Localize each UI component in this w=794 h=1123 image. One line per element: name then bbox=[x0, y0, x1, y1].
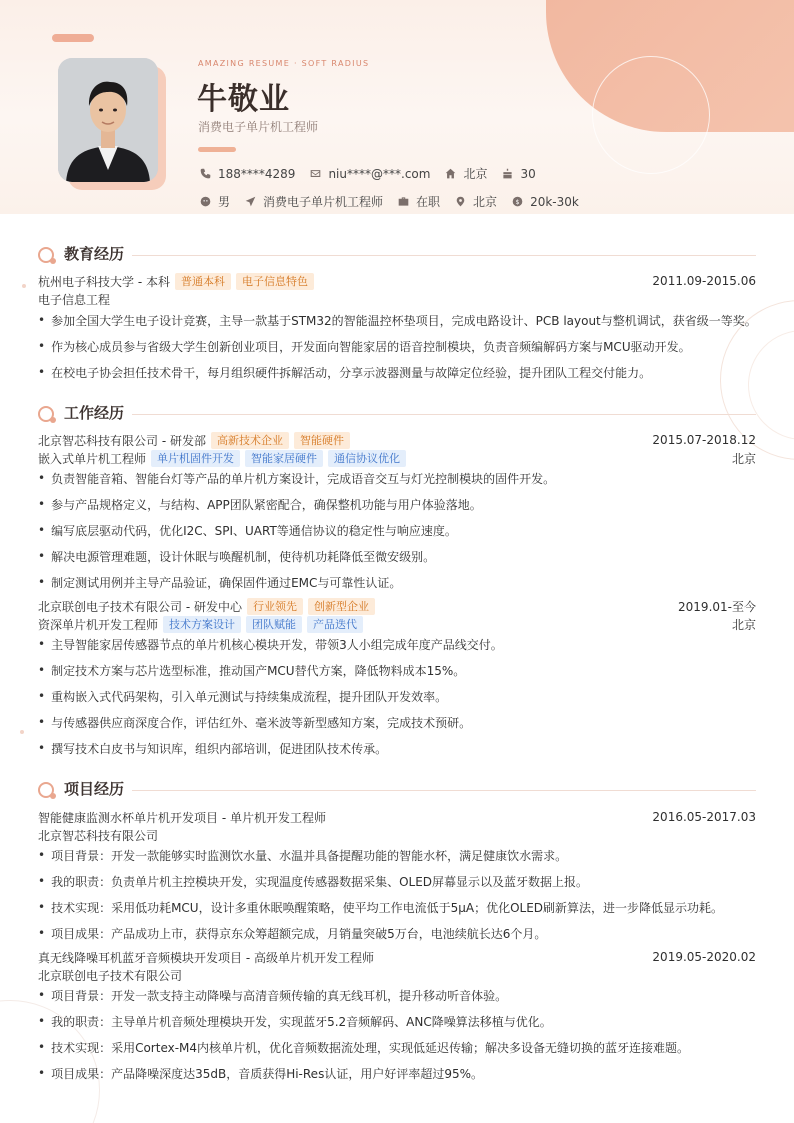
education-period: 2011.09-2015.06 bbox=[652, 274, 756, 288]
project-title-row: 智能健康监测水杯单片机开发项目 - 单片机开发工程师 2016.05-2017.03 bbox=[38, 810, 756, 825]
location-icon bbox=[453, 195, 467, 209]
list-item: • 制定测试用例并主导产品验证，确保固件通过EMC与可靠性认证。 bbox=[38, 573, 756, 591]
school-tag: 普通本科 bbox=[175, 273, 231, 290]
list-item: • 解决电源管理难题，设计休眠与唤醒机制，使待机功耗降低至微安级别。 bbox=[38, 547, 756, 565]
list-item: • 制定技术方案与芯片选型标准，推动国产MCU替代方案，降低物料成本15%。 bbox=[38, 661, 756, 679]
mail-icon bbox=[308, 167, 322, 181]
project-company: 北京联创电子技术有限公司 bbox=[38, 968, 183, 983]
search-icon bbox=[38, 247, 54, 263]
company-tag: 高新技术企业 bbox=[211, 432, 289, 449]
avatar-portrait bbox=[58, 58, 158, 182]
list-item: • 我的职责：主导单片机音频处理模块开发，实现蓝牙5.2音频解码、ANC降噪算法移植与优化。 bbox=[38, 1012, 756, 1030]
role-tag: 产品迭代 bbox=[307, 616, 363, 633]
list-item: • 与传感器供应商深度合作，评估红外、毫米波等新型感知方案，完成技术预研。 bbox=[38, 713, 756, 731]
role-tag: 单片机固件开发 bbox=[151, 450, 240, 467]
info-job-target: 消费电子单片机工程师 bbox=[243, 193, 383, 210]
list-item: • 技术实现：采用低功耗MCU，设计多重休眠唤醒策略，使平均工作电流低于5μA；优化OLED刷新算法，进一步降低显示功耗。 bbox=[38, 898, 756, 916]
title-accent-bar bbox=[198, 147, 236, 152]
project-period: 2019.05-2020.02 bbox=[652, 950, 756, 964]
list-item: • 项目成果：产品成功上市，获得京东众筹超额完成，月销量突破5万台，电池续航长达6个月。 bbox=[38, 924, 756, 942]
info-hometown: 北京 bbox=[443, 165, 487, 182]
list-item: • 参加全国大学生电子设计竞赛，主导一款基于STM32的智能温控杯垫项目，完成电路设计、PCB layout与整机调试，获省级一等奖。 bbox=[38, 311, 756, 329]
list-item: • 我的职责：负责单片机主控模块开发，实现温度传感器数据采集、OLED屏幕显示以及蓝牙数据上报。 bbox=[38, 872, 756, 890]
work-company-row: 北京智芯科技有限公司 - 研发部 高新技术企业 智能硬件 2015.07-2018.12 bbox=[38, 433, 756, 448]
section-header-education: 教育经历 bbox=[38, 243, 756, 265]
decoration-dot bbox=[22, 284, 26, 288]
info-location: 北京 bbox=[453, 193, 497, 210]
project-company: 北京智芯科技有限公司 bbox=[38, 828, 159, 843]
money-icon bbox=[510, 195, 524, 209]
info-phone: 188****4289 bbox=[198, 167, 295, 181]
search-icon bbox=[38, 782, 54, 798]
info-gender: 男 bbox=[198, 193, 230, 210]
header-decoration-ring bbox=[592, 56, 710, 174]
info-age: 30 bbox=[500, 167, 535, 181]
list-item: • 项目背景：开发一款支持主动降噪与高清音频传输的真无线耳机，提升移动听音体验。 bbox=[38, 986, 756, 1004]
list-item: • 主导智能家居传感器节点的单片机核心模块开发，带领3人小组完成年度产品线交付。 bbox=[38, 635, 756, 653]
role-tag: 团队赋能 bbox=[246, 616, 302, 633]
avatar bbox=[58, 58, 158, 182]
list-item: • 技术实现：采用Cortex-M4内核单片机，优化音频数据流处理，实现低延迟传输；解决多设备无缝切换的蓝牙连接难题。 bbox=[38, 1038, 756, 1056]
list-item: • 作为核心成员参与省级大学生创新创业项目，开发面向智能家居的语音控制模块，负责音频编解码方案与MCU驱动开发。 bbox=[38, 337, 756, 355]
role-tag: 通信协议优化 bbox=[328, 450, 406, 467]
list-item: • 负责智能音箱、智能台灯等产品的单片机方案设计，完成语音交互与灯光控制模块的固件开发。 bbox=[38, 469, 756, 487]
work-company-row: 北京联创电子技术有限公司 - 研发中心 行业领先 创新型企业 2019.01-至今 bbox=[38, 599, 756, 614]
work-role-row: 资深单片机开发工程师 技术方案设计 团队赋能 产品迭代 北京 bbox=[38, 617, 756, 632]
list-item: • 在校电子协会担任技术骨干，每月组织硬件拆解活动，分享示波器测量与故障定位经验，提升团队工程交付能力。 bbox=[38, 363, 756, 381]
job-info-row bbox=[198, 193, 592, 210]
list-item: • 重构嵌入式代码架构，引入单元测试与持续集成流程，提升团队开发效率。 bbox=[38, 687, 756, 705]
svg-text:$: $ bbox=[515, 198, 520, 206]
education-school-row: 杭州电子科技大学 - 本科 普通本科 电子信息特色 2011.09-2015.06 bbox=[38, 274, 756, 289]
section-header-project: 项目经历 bbox=[38, 778, 756, 800]
decoration-dot bbox=[20, 730, 24, 734]
send-icon bbox=[243, 195, 257, 209]
company-tag: 创新型企业 bbox=[308, 598, 375, 615]
list-item: • 撰写技术白皮书与知识库，组织内部培训，促进团队技术传承。 bbox=[38, 739, 756, 757]
work-role-row: 嵌入式单片机工程师 单片机固件开发 智能家居硬件 通信协议优化 北京 bbox=[38, 451, 756, 466]
search-icon bbox=[38, 406, 54, 422]
accent-bar bbox=[52, 34, 94, 42]
list-item: • 编写底层驱动代码，优化I2C、SPI、UART等通信协议的稳定性与响应速度。 bbox=[38, 521, 756, 539]
briefcase-icon bbox=[396, 195, 410, 209]
role-tag: 智能家居硬件 bbox=[245, 450, 323, 467]
info-email: niu****@***.com bbox=[308, 167, 430, 181]
role-tag: 技术方案设计 bbox=[163, 616, 241, 633]
candidate-title: 消费电子单片机工程师 bbox=[198, 120, 319, 134]
work-city: 北京 bbox=[731, 617, 756, 632]
company-tag: 行业领先 bbox=[247, 598, 303, 615]
candidate-name: 牛敬业 bbox=[197, 82, 290, 117]
resume-tagline: AMAZING RESUME · SOFT RADIUS bbox=[198, 59, 370, 68]
gender-icon bbox=[198, 195, 212, 209]
info-salary: $ 20k-30k bbox=[510, 195, 579, 209]
work-period: 2019.01-至今 bbox=[678, 599, 756, 614]
project-period: 2016.05-2017.03 bbox=[652, 810, 756, 824]
list-item: • 项目成果：产品降噪深度达35dB，音质获得Hi-Res认证，用户好评率超过95%。 bbox=[38, 1064, 756, 1082]
list-item: • 项目背景：开发一款能够实时监测饮水量、水温并具备提醒功能的智能水杯，满足健康饮水需求。 bbox=[38, 846, 756, 864]
school-tag: 电子信息特色 bbox=[236, 273, 314, 290]
company-tag: 智能硬件 bbox=[294, 432, 350, 449]
project-title-row: 真无线降噪耳机蓝牙音频模块开发项目 - 高级单片机开发工程师 2019.05-2020.02 bbox=[38, 950, 756, 965]
work-period: 2015.07-2018.12 bbox=[652, 433, 756, 447]
section-header-work: 工作经历 bbox=[38, 402, 756, 424]
info-status: 在职 bbox=[396, 193, 440, 210]
phone-icon bbox=[198, 167, 212, 181]
work-city: 北京 bbox=[731, 451, 756, 466]
contact-info-row bbox=[198, 165, 549, 182]
home-icon bbox=[443, 167, 457, 181]
list-item: • 参与产品规格定义，与结构、APP团队紧密配合，确保整机功能与用户体验落地。 bbox=[38, 495, 756, 513]
cake-icon bbox=[500, 167, 514, 181]
education-major: 电子信息工程 bbox=[38, 292, 111, 307]
